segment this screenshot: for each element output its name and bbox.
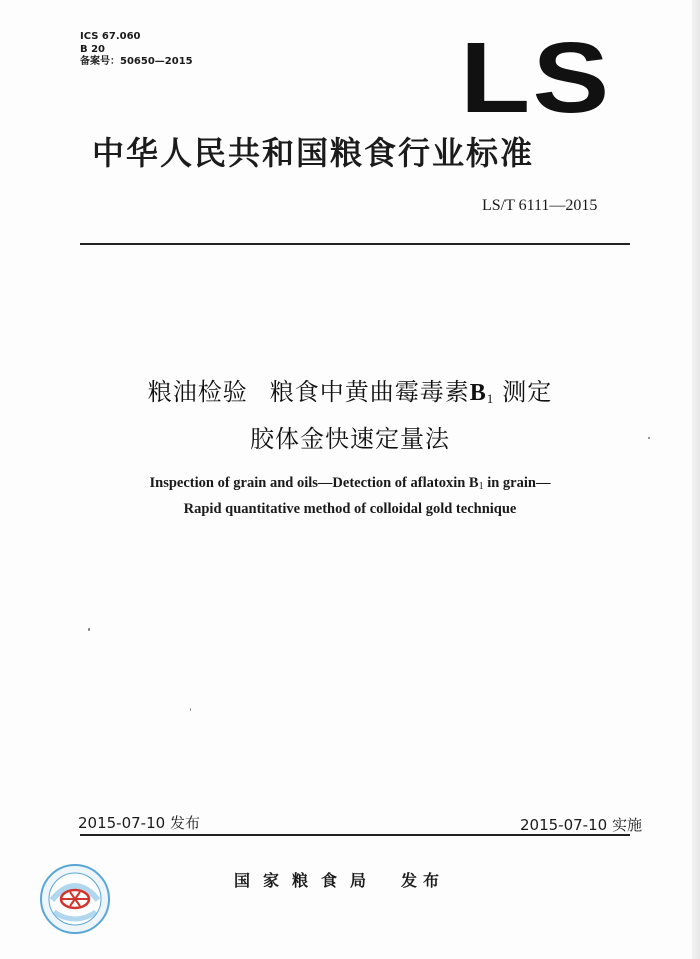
issue-verb: 发布 (401, 871, 446, 890)
english-title-line-1b: in grain— (483, 475, 551, 491)
english-title-line-2: Rapid quantitative method of colloidal gold technique (183, 501, 517, 517)
standard-code: LS/T 6111—2015 (482, 197, 598, 214)
ics-code: ICS 67.060 (80, 31, 141, 42)
issuing-agency: 国家粮食局 (234, 871, 380, 890)
ls-logo: LS (460, 22, 612, 134)
certification-seal-icon (40, 864, 110, 934)
page-edge-shadow (692, 0, 700, 959)
title-zh-part2b: 测定 (502, 378, 553, 406)
filing-number: 备案号：50650—2015 (80, 56, 193, 67)
english-title-subscript: 1 (478, 481, 484, 492)
chinese-title-line-2: 胶体金快速定量法 (250, 425, 450, 453)
effective-date: 2015-07-10 实施 (520, 816, 642, 834)
publish-date: 2015-07-10 发布 (78, 814, 200, 832)
scan-speck (648, 437, 650, 439)
english-title-line-1a: Inspection of grain and oils—Detection of aflatoxin B (149, 475, 479, 491)
english-title (60, 472, 640, 521)
bottom-divider (80, 834, 630, 836)
issuer-line (234, 868, 445, 891)
classification-block (80, 31, 193, 69)
chinese-title-line-1 (60, 372, 640, 419)
ccs-code: B 20 (80, 43, 106, 55)
standard-type-heading: 中华人民共和国粮食行业标准 (92, 134, 535, 172)
chinese-title (60, 372, 640, 459)
title-zh-part2a: 粮食中黄曲霉毒素 (269, 378, 470, 406)
scan-speck (190, 708, 191, 711)
title-zh-subscript: 1 (486, 391, 495, 406)
title-zh-part1: 粮油检验 (147, 378, 248, 406)
scan-speck (88, 628, 90, 631)
title-zh-b: B (469, 380, 487, 406)
english-title-line-1 (60, 472, 640, 498)
top-divider (80, 243, 630, 245)
